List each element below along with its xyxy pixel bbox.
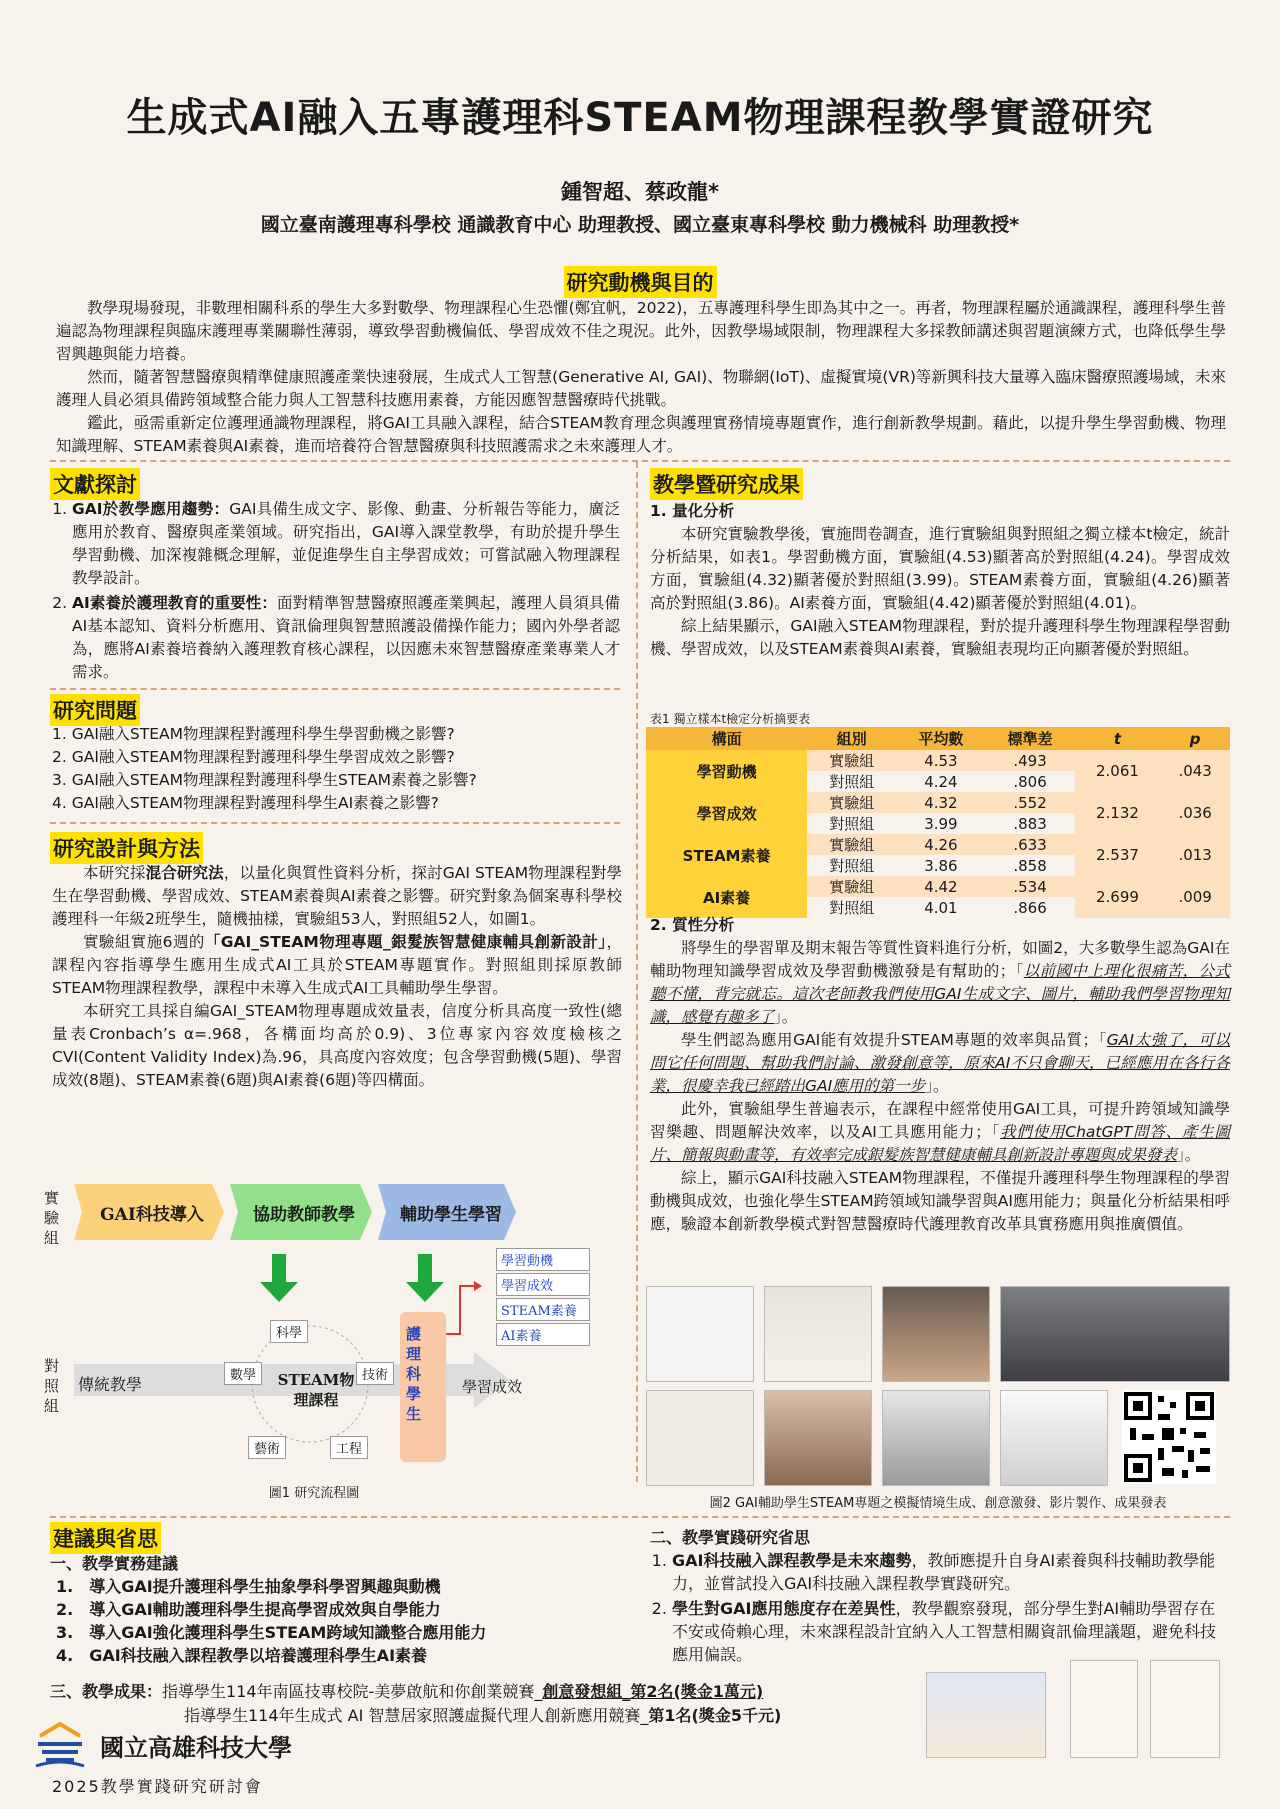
nursing-student-label: 護理科學生 [406,1325,422,1423]
university-name: 國立高雄科技大學 [100,1734,292,1762]
stats-table-wrapper [646,727,1230,918]
outcome-item: STEAM素養 [496,1298,590,1321]
table-row: 對照組 4.24 .806 [829,772,1047,791]
quant-section [650,500,1230,661]
photo-paper-box [764,1286,872,1382]
outcome-line-2: 指導學生114年生成式 AI 智慧居家照護虛擬代理人創新應用競賽_第1名(獎金5千元) [184,1706,782,1725]
stage-gai-intro: GAI科技導入 [100,1204,204,1225]
quant-title: 1. 量化分析 [650,502,735,520]
table-header: p [1160,727,1230,750]
poster-title: 生成式AI融入五專護理科STEAM物理課程教學實證研究 [126,95,1154,141]
quant-p2: 綜上結果顯示，GAI融入STEAM物理課程，對於提升護理科學生物理課程學習動機、學習成效，以及STEAM素養與AI素養，實驗組表現均正向顯著優於對照組。 [650,617,1230,658]
table-header: 平均數 [896,727,985,750]
divider [50,1516,1230,1518]
reflect-section [650,1526,1230,1668]
outcome-item: 學習動機 [496,1248,590,1271]
experimental-group-label: 實驗組 [44,1189,60,1247]
question-item: 1. GAI融入STEAM物理課程對護理科學生學習動機之影響? [52,725,455,743]
table-header: 標準差 [985,727,1074,750]
photo-elderly-hands [764,1390,872,1486]
design-p3: 本研究工具採自編GAI_STEAM物理專題成效量表，信度分析具高度一致性(總量表Cronbach’s α=.968，各構面均高於0.9)、3位專家內容效度檢核之CVI(Content Validity Index)為.96，具高度內容效度；包含學習動機(5題)、學習成效(8題)、STEAM素養(6題)與AI素養(6題)等四構面。 [52,1002,622,1089]
question-item: 3. GAI融入STEAM物理課程對護理科學生STEAM素養之影響? [52,771,477,789]
divider [50,688,620,690]
design-heading: 研究設計與方法 [50,832,203,864]
down-arrow-1 [272,1254,286,1282]
column-divider [636,462,638,1482]
design-section [52,862,622,1092]
qual-p1: 將學生的學習單及期末報告等質性資料進行分析，如圖2，大多數學生認為GAI在輔助物理知識學習成效及學習動機激發是有幫助的；「以前國中上理化很痛苦，公式聽不懂，背完就忘。這次老師教我們使用GAI生成文字、圖片，輔助我們學習物理知識，感覺有趣多了」。 [650,939,1230,1026]
design-p1: 本研究採混合研究法，以量化與質性資料分析，探討GAI STEAM物理課程對學生在學習動機、學習成效、STEAM素養與AI素養之影響。研究對象為個案專科學校護理科一年級2班學生，隨機抽樣，實驗組53人，對照組52人，如圖1。 [52,864,622,928]
divider [50,822,620,824]
practice-item: 3. 導入GAI強化護理科學生STEAM跨域知識整合應用能力 [56,1623,487,1642]
university-logo-icon [32,1722,88,1770]
qr-code-icon[interactable] [1122,1390,1216,1484]
certificate-2 [1150,1660,1220,1758]
quant-p1: 本研究實驗教學後，實施問卷調查，進行實驗組與對照組之獨立樣本t檢定，統計分析結果，如表1。學習動機方面，實驗組(4.53)顯著高於對照組(4.24)。學習成效方面，實驗組(4.32)顯著優於對照組(3.99)。STEAM素養方面，實驗組(4.26)顯著高於對照組(3.86)。AI素養方面，實驗組(4.42)顯著優於對照組(4.01)。 [650,525,1230,612]
reflect-title: 二、教學實踐研究省思 [650,1528,811,1547]
figure-2-caption: 圖2 GAI輔助學生STEAM專題之模擬情境生成、創意激發、影片製作、成果發表 [709,1496,1167,1511]
photo-stand-device [1000,1390,1108,1486]
table-header: t [1075,727,1161,750]
award-photo [926,1672,1046,1758]
steam-node-science: 科學 [270,1320,308,1343]
practice-title: 一、教學實務建議 [50,1554,179,1573]
photo-tripod-device [882,1390,990,1486]
design-p2: 實驗組實施6週的「GAI_STEAM物理專題_銀髮族智慧健康輔具創新設計」，課程內容指導學生應用生成式AI工具於STEAM專題實作。對照組則採原教師STEAM物理課程教學，課程中未導入生成式AI工具輔助學生學習。 [52,933,622,997]
literature-heading: 文獻探討 [50,468,140,500]
qual-p3: 此外，實驗組學生普遍表示，在課程中經常使用GAI工具，可提升跨領域知識學習樂趣、問題解決效率，以及AI工具應用能力；「我們使用ChatGPT問答、產生圖片、簡報與動畫等，有效率完成銀髮族智慧健康輔具創新設計專題與成果發表」。 [650,1100,1230,1164]
steam-physics-center: STEAM物理課程 [277,1371,355,1409]
results-heading: 教學暨研究成果 [650,468,803,500]
motivation-p3: 鑑此，亟需重新定位護理通識物理課程，將GAI工具融入課程，結合STEAM教育理念與護理實務情境專題實作，進行創新教學規劃。藉此，以提升學生學習動機、物理知識理解、STEAM素養與AI素養，進而培養符合智慧醫療與科技照護需求之未來護理人才。 [56,414,1226,455]
outcome-item: 學習成效 [496,1273,590,1296]
table-row: AI素養 實驗組 4.42 .534 2.699 .009 [646,876,1230,897]
stage-assist-student: 輔助學生學習 [400,1204,502,1225]
motivation-p2: 然而，隨著智慧醫療與精準健康照護產業快速發展，生成式人工智慧(Generative AI, GAI)、物聯網(IoT)、虛擬實境(VR)等新興科技大量導入臨床醫療照護場域，未來護理人員必須具備跨領域整合能力與人工智慧科技應用素養，方能因應智慧醫療時代挑戰。 [56,368,1226,409]
control-group-label: 對照組 [44,1357,60,1415]
authors: 鍾智超、蔡政龍* [561,180,719,204]
motivation-heading: 研究動機與目的 [564,266,717,298]
practice-section [50,1552,640,1667]
qual-section [650,914,1230,1236]
divider [50,460,1230,462]
stage-assist-teacher: 協助教師教學 [253,1204,355,1225]
questions-heading: 研究問題 [50,694,140,726]
photo-illustration [646,1390,754,1486]
figure-1-caption: 圖1 研究流程圖 [268,1486,360,1501]
qual-p4: 綜上，顯示GAI科技融入STEAM物理課程，不僅提升護理科學生物理課程的學習動機與成效，也強化學生STEAM跨領域知識學習與AI應用能力；與量化分析結果相呼應，驗證本創新教學模式對智慧醫療時代護理教育改革具實務應用與推廣價值。 [650,1169,1230,1233]
outcome-arrow-line [446,1286,474,1334]
literature-item: 2. AI素養於護理教育的重要性：面對精準智慧醫療照護產業興起，護理人員須具備AI基本認知、資料分析應用、資訊倫理與智慧照護設備操作能力；國內外學者認為，應將AI素養培養納入護理教育核心課程，以因應未來智慧醫療產業專業人才需求。 [72,592,620,684]
certificate-1 [1070,1660,1138,1758]
steam-node-engineering: 工程 [330,1436,368,1459]
qual-title: 2. 質性分析 [650,916,735,934]
table-row: 對照組 3.86 .858 [829,856,1047,875]
photo-sketch-device [646,1286,754,1382]
practice-item: 1. 導入GAI提升護理科學生抽象學科學習興趣與動機 [56,1577,441,1596]
table-row: 學習動機 實驗組 4.53 .493 2.061 .043 [646,750,1230,771]
qual-p2: 學生們認為應用GAI能有效提升STEAM專題的效率與品質；「GAI太強了，可以問它任何問題、幫助我們討論、激發創意等，原來AI不只會聊天，已經應用在各行各業，很慶幸我已經踏出GAI應用的第一步」。 [650,1031,1231,1095]
table-row: 學習成效 實驗組 4.32 .552 2.132 .036 [646,792,1230,813]
outcome-section [50,1680,910,1728]
table-row: STEAM素養 實驗組 4.26 .633 2.537 .013 [646,834,1230,855]
photo-class-group [1000,1286,1230,1382]
motivation-p1: 教學現場發現，非數理相關科系的學生大多對數學、物理課程心生恐懼(鄭宜帆，2022)，五專護理科學生即為其中之一。再者，物理課程屬於通識課程，護理科學生普遍認為物理課程與臨床護理專業關聯性薄弱，導致學習動機偏低、學習成效不佳之現況。此外，因教學場域限制，物理課程大多採教師講述與習題演練方式，也降低學生學習興趣與能力培養。 [56,299,1226,363]
steam-node-math: 數學 [224,1362,262,1385]
practice-item: 4. GAI科技融入課程教學以培養護理科學生AI素養 [56,1646,428,1665]
question-item: 2. GAI融入STEAM物理課程對護理科學生學習成效之影響? [52,748,455,766]
outcome-line-1: 三、教學成果：指導學生114年南區技專校院-美夢啟航和你創業競賽_創意發想組_第2名(獎金1萬元) [50,1682,764,1701]
table-row: 對照組 3.99 .883 [829,814,1047,833]
practice-item: 2. 導入GAI輔助護理科學生提高學習成效與自學能力 [56,1600,441,1619]
outcome-item: AI素養 [496,1323,590,1346]
question-item: 4. GAI融入STEAM物理課程對護理科學生AI素養之影響? [52,794,439,812]
affiliation: 國立臺南護理專科學校 通識教育中心 助理教授、國立臺東專科學校 動力機械科 助理教授* [260,214,1020,236]
motivation-section [56,297,1226,458]
literature-section [48,498,620,686]
learning-outcome-label: 學習成效 [462,1378,523,1396]
table-row: 對照組 4.01 .866 [829,898,1047,917]
literature-item: 1. GAI於教學應用趨勢：GAI具備生成文字、影像、動畫、分析報告等能力，廣泛應用於教育、醫療與產業領域。研究指出，GAI導入課堂教學，有助於提升學生學習動機、加深複雜概念理解，並促進學生自主學習成效；可嘗試融入物理課程教學設計。 [72,498,620,590]
photo-wearable-arm [882,1286,990,1382]
table-header: 組別 [807,727,896,750]
steam-node-technology: 技術 [356,1362,394,1385]
outcome-list [496,1248,590,1346]
reflect-item: 2. 學生對GAI應用態度存在差異性，教學觀察發現，部分學生對AI輔助學習存在不安或倚賴心理，未來課程設計宜納入人工智慧相關資訊倫理議題，避免科技應用偏誤。 [672,1597,1230,1666]
reflect-item: 1. GAI科技融入課程教學是未來趨勢，教師應提升自身AI素養與科技輔助教學能力，並嘗試投入GAI科技融入課程教學實踐研究。 [672,1549,1230,1595]
figure-1-flow-diagram [44,1180,634,1500]
conference-name: 2025教學實踐研究研討會 [52,1777,263,1796]
steam-node-arts: 藝術 [248,1436,286,1459]
figure-2-photo-grid [646,1286,1230,1486]
table-header: 構面 [646,727,807,750]
down-arrow-2 [418,1254,432,1282]
stats-table [646,727,1230,918]
suggestions-heading: 建議與省思 [50,1522,161,1554]
questions-list [52,723,622,815]
table-caption: 表1 獨立樣本t檢定分析摘要表 [650,712,811,726]
traditional-teaching-label: 傳統教學 [78,1375,143,1394]
